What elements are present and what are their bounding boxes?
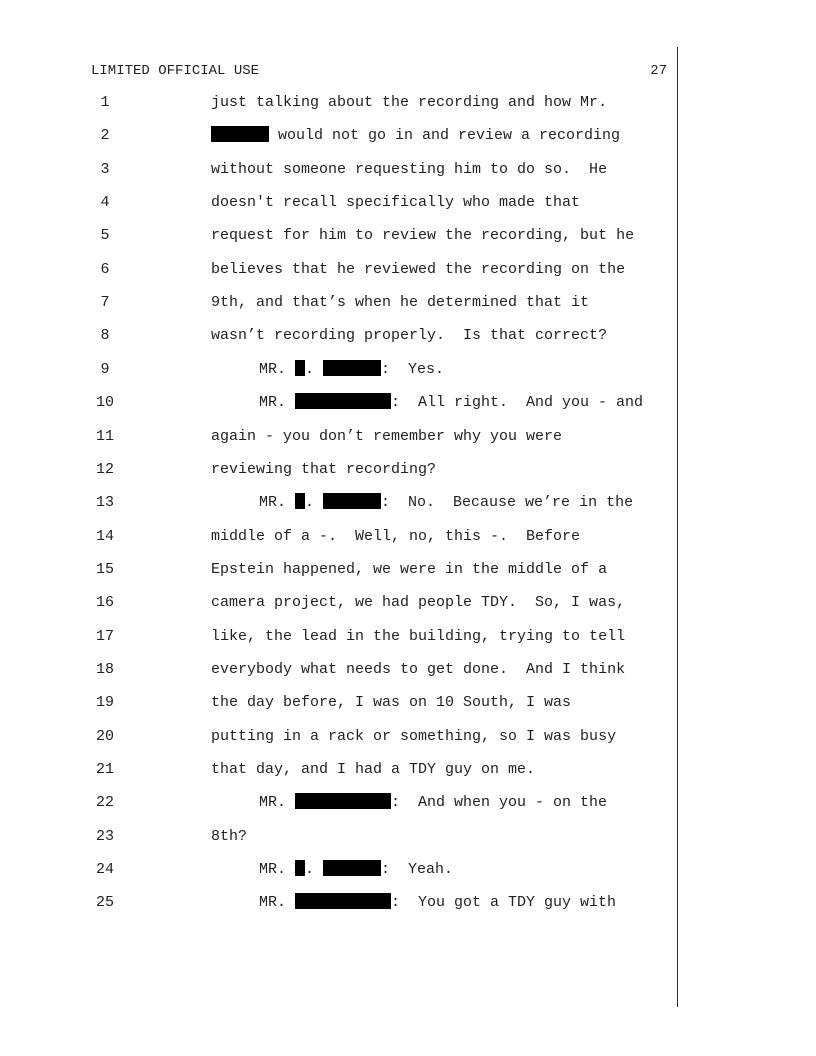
transcript-line: [0, 260, 816, 280]
text-segment: MR.: [259, 360, 296, 378]
line-text: [211, 627, 625, 647]
line-number: 5: [100, 227, 110, 245]
line-number: 10: [95, 394, 114, 412]
text-segment: request for him to review the recording, but he: [211, 227, 635, 245]
line-text: [211, 93, 607, 113]
redaction-box: [295, 893, 391, 909]
line-number: 23: [95, 827, 114, 845]
line-number: 6: [100, 260, 110, 278]
text-segment: putting in a rack or something, so I was busy: [211, 727, 617, 745]
text-segment: believes that he reviewed the recording on the: [211, 260, 626, 278]
text-segment: Epstein happened, we were in the middle of a: [211, 560, 608, 578]
text-segment: MR.: [259, 794, 296, 812]
transcript-line: [0, 560, 816, 580]
line-text: [211, 293, 589, 313]
transcript-line: [0, 226, 816, 246]
line-number: 13: [95, 494, 114, 512]
page-number: 27: [650, 63, 667, 79]
transcript-line: [0, 693, 816, 713]
line-number: 9: [100, 360, 110, 378]
line-number: 17: [95, 627, 114, 645]
line-number: 21: [95, 761, 114, 778]
text-segment: without someone requesting him to do so. He: [211, 160, 608, 178]
text-segment: camera project, we had people TDY. So, I was,: [211, 594, 626, 612]
redaction-box: [323, 860, 381, 876]
text-segment: reviewing that recording?: [211, 460, 437, 478]
text-segment: : Yes.: [381, 360, 445, 378]
transcript-line: [0, 427, 816, 447]
transcript-line: [0, 126, 816, 146]
text-segment: : No. Because we’re in the: [381, 494, 634, 512]
line-text: [211, 460, 436, 480]
text-segment: wasn’t recording properly. Is that correct?: [211, 327, 608, 345]
text-segment: .: [305, 360, 324, 378]
line-text: [211, 193, 580, 213]
line-text: [211, 760, 535, 780]
text-segment: everybody what needs to get done. And I think: [211, 660, 626, 678]
text-segment: would not go in and review a recording: [269, 127, 621, 145]
transcript-line: [0, 593, 816, 613]
line-number: 8: [100, 327, 110, 345]
text-segment: just talking about the recording and how Mr.: [211, 94, 608, 111]
text-segment: that day, and I had a TDY guy on me.: [211, 761, 536, 778]
line-text: [211, 593, 625, 613]
line-number: 19: [95, 694, 114, 712]
text-segment: doesn't recall specifically who made that: [211, 194, 581, 212]
text-segment: middle of a -. Well, no, this -. Before: [211, 527, 581, 545]
text-segment: .: [305, 494, 324, 512]
line-text: [211, 126, 620, 146]
line-number: 24: [95, 861, 114, 879]
line-text: [211, 560, 607, 580]
transcript-line: [0, 160, 816, 180]
transcript-line: [0, 893, 816, 913]
line-text: [211, 160, 607, 180]
transcript-line: [0, 93, 816, 113]
line-text: [211, 827, 247, 847]
transcript-line: [0, 727, 816, 747]
text-segment: the day before, I was on 10 South, I was: [211, 694, 572, 712]
transcript-line: [0, 760, 816, 780]
transcript-line: [0, 360, 816, 380]
redaction-box: [323, 360, 381, 376]
line-number: 2: [100, 127, 110, 145]
line-text: [211, 693, 571, 713]
text-segment: : You got a TDY guy with: [391, 894, 617, 912]
text-segment: MR.: [259, 494, 296, 512]
text-segment: 8th?: [211, 827, 248, 845]
text-segment: : All right. And you - and: [391, 394, 644, 412]
line-number: 15: [95, 560, 114, 578]
redaction-box: [295, 393, 391, 409]
line-text: [211, 727, 616, 747]
redaction-box: [295, 493, 305, 509]
text-segment: : Yeah.: [381, 861, 454, 879]
line-number: 11: [95, 427, 114, 445]
line-number: 20: [95, 727, 114, 745]
line-text: [259, 360, 444, 380]
transcript-line: [0, 793, 816, 813]
line-text: [259, 393, 643, 413]
text-segment: MR.: [259, 861, 296, 879]
line-number: 22: [95, 794, 114, 812]
transcript-line: [0, 627, 816, 647]
text-segment: again - you don’t remember why you were: [211, 427, 563, 445]
line-number: 25: [95, 894, 114, 912]
line-number: 3: [100, 160, 110, 178]
classification-label: LIMITED OFFICIAL USE: [91, 63, 260, 79]
text-segment: 9th, and that’s when he determined that it: [211, 294, 590, 312]
redaction-box: [295, 860, 305, 876]
line-text: [259, 793, 607, 813]
transcript-line: [0, 193, 816, 213]
line-number: 16: [95, 594, 114, 612]
line-number: 1: [100, 94, 110, 111]
line-text: [259, 860, 453, 880]
line-number: 4: [100, 194, 110, 212]
text-segment: : And when you - on the: [391, 794, 608, 812]
line-text: [259, 493, 633, 513]
text-segment: .: [305, 861, 324, 879]
line-text: [211, 226, 634, 246]
line-number: 7: [100, 294, 110, 312]
transcript-line: [0, 527, 816, 547]
line-number: 14: [95, 527, 114, 545]
redaction-box: [295, 360, 305, 376]
redaction-box: [211, 126, 269, 142]
text-segment: MR.: [259, 394, 296, 412]
line-text: [211, 326, 607, 346]
line-text: [211, 260, 625, 280]
page-header: [91, 61, 667, 81]
line-number: 18: [95, 660, 114, 678]
redaction-box: [295, 793, 391, 809]
transcript-line: [0, 660, 816, 680]
transcript-line: [0, 393, 816, 413]
text-segment: MR.: [259, 894, 296, 912]
transcript-line: [0, 293, 816, 313]
line-text: [211, 660, 625, 680]
line-number: 12: [95, 460, 114, 478]
transcript-line: [0, 493, 816, 513]
transcript-line: [0, 460, 816, 480]
line-text: [259, 893, 616, 913]
text-segment: like, the lead in the building, trying to tell: [211, 627, 626, 645]
transcript-line: [0, 827, 816, 847]
transcript-line: [0, 860, 816, 880]
redaction-box: [323, 493, 381, 509]
line-text: [211, 527, 580, 547]
transcript-line: [0, 326, 816, 346]
line-text: [211, 427, 562, 447]
